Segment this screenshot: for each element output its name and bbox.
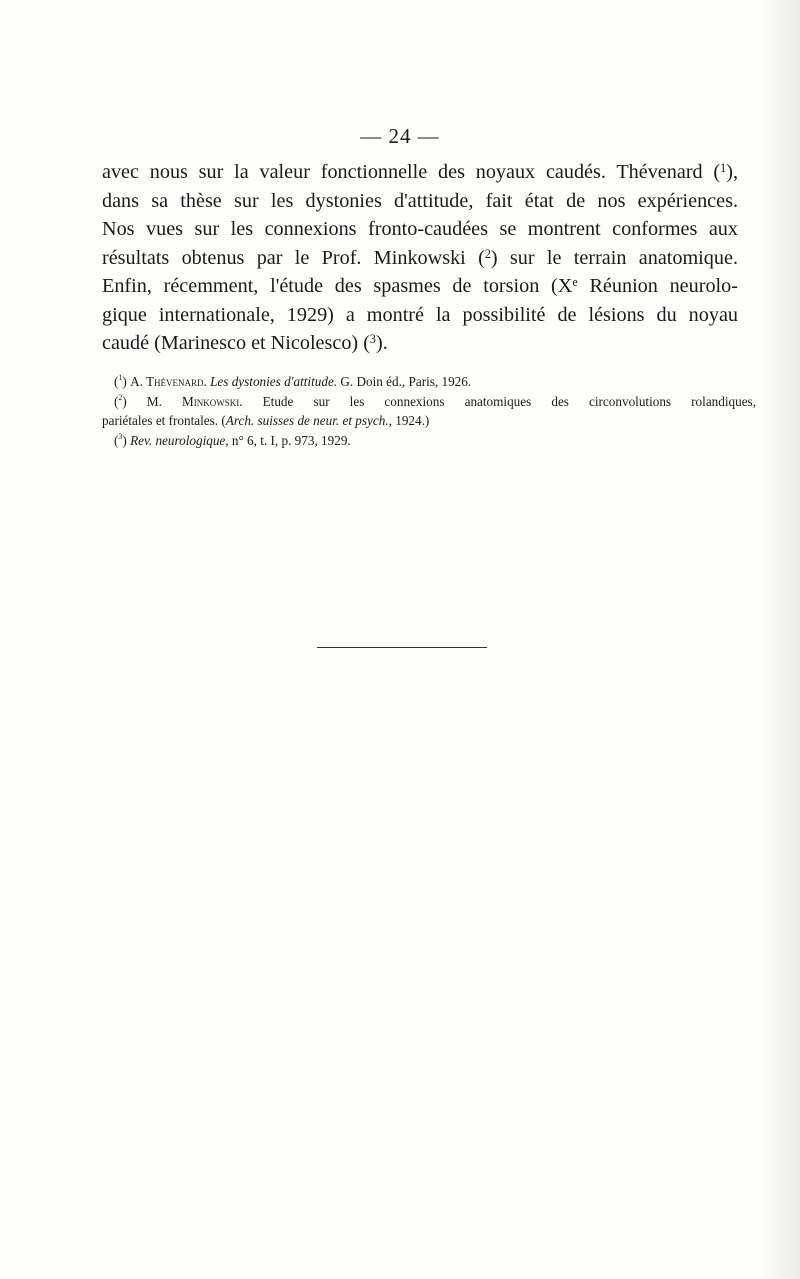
body-line: Enfin, récemment, l'étude des spasmes de torsion (Xe Réunion neurolo- — [102, 275, 738, 297]
footnote-ref[interactable]: 3 — [369, 332, 376, 346]
footnote-2-cont: pariétales et frontales. (Arch. suisses de neur. et psych., 1924.) — [102, 413, 430, 428]
footnote-2: ($^2$) M. Minkowski. Etude sur les connexions anatomiques des circonvolutions rolandiques, — [114, 392, 756, 409]
footnote-1: ($^1$) A. Thévenard. Les dystonies d'attitude. G. Doin éd., Paris, 1926. — [114, 373, 472, 389]
page-edge-shadow — [760, 0, 800, 1279]
body-line: avec nous sur la valeur fonctionnelle des noyaux caudés. Thévenard ($^1$), — [102, 161, 738, 183]
footnote-ref[interactable]: 1 — [720, 161, 727, 175]
body-paragraph — [102, 158, 738, 358]
footnote-3: ($^3$) Rev. neurologique, n° 6, t. I, p. 973, 1929. — [114, 431, 351, 448]
body-line: gique internationale, 1929) a montré la possibilité de lésions du noyau — [102, 303, 738, 326]
footnote-ref[interactable]: 2 — [484, 246, 491, 261]
body-line: caudé (Marinesco et Nicolesco) ($^3$). — [102, 332, 388, 354]
body-line: résultats obtenus par le Prof. Minkowski ($^2$) sur le terrain anatomique. — [102, 246, 738, 269]
body-line: dans sa thèse sur les dystonies d'attitude, fait état de nos expériences. — [102, 189, 738, 212]
superscript-e: e — [572, 275, 578, 289]
page-number: — 24 — — [360, 124, 440, 148]
body-line: Nos vues sur les connexions fronto-caudées se montrent conformes aux — [102, 218, 738, 240]
footnotes — [102, 372, 756, 450]
end-rule — [317, 647, 487, 648]
